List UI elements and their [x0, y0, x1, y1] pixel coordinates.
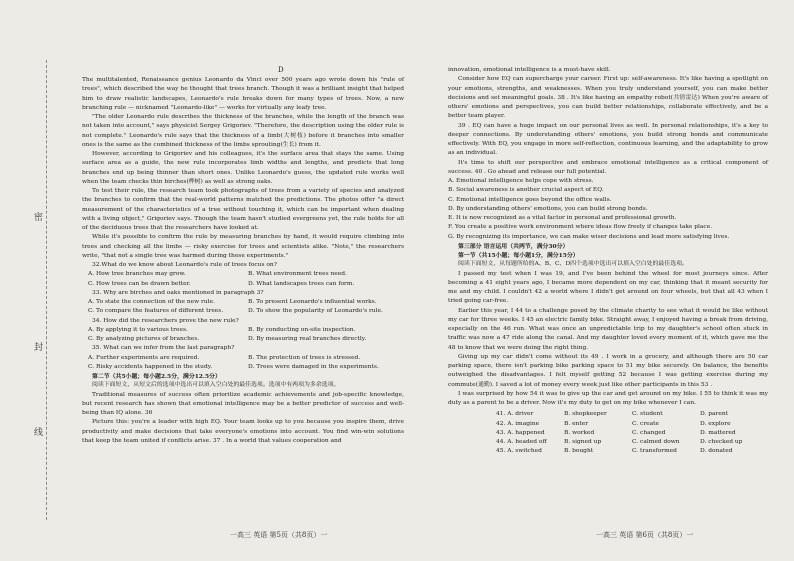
question-32 [82, 261, 404, 289]
answer-option[interactable]: E. It is now recognized as a vital factor in personal and professional growth. [448, 215, 677, 221]
binding-mark: 封 [34, 343, 44, 353]
cloze-option-row [448, 447, 768, 456]
seven-choice-options [448, 177, 768, 242]
page-footer: 一高三 英语 第6页（共8页）一 [596, 531, 694, 539]
page-footer: 一高三 英语 第5页（共8页）一 [230, 531, 328, 539]
binding-line [32, 60, 47, 520]
answer-option[interactable]: C. To compare the features of different trees. [88, 308, 224, 315]
answer-option[interactable]: C. changed [632, 429, 666, 436]
answer-option[interactable]: C. transformed [632, 448, 677, 455]
answer-option[interactable]: C. create [632, 420, 660, 427]
section-instructions: 阅读下面短文，从每题所给的A、B、C、D四个选项中选出可以填入空白处的最佳选项。 [458, 261, 688, 268]
answer-option[interactable]: 42. A. imagine [496, 420, 540, 427]
answer-option[interactable]: A. By applying it to various trees. [88, 326, 188, 333]
answer-option[interactable]: B. The protection of trees is stressed. [248, 354, 361, 361]
question-stem: 34. How did the researchers prove the new rule? [92, 317, 239, 324]
answer-option[interactable]: B. signed up [564, 439, 602, 445]
answer-option[interactable]: C. By analyzing pictures of branches. [88, 336, 200, 342]
answer-option[interactable]: G. By recognizing its importance, we can make wiser decisions and lead more satisfying lives. [448, 233, 730, 240]
answer-option[interactable]: 45. A. switched [496, 448, 542, 455]
answer-option[interactable]: A. To state the connection of the new rule. [88, 299, 215, 305]
answer-option[interactable]: 41. A. driver [496, 411, 534, 418]
passage-paragraph: While it's possible to confirm the rule by measuring branches by hand, it would require climbing into trees and checking all the limbs — risky exercise for trees and scientists alike. "Note," the researchers write, "that not a single tree was harmed during these experiments." [82, 234, 404, 259]
cloze-paragraph: Earlier this year, I 44 to a challenge posed by the climate charity to see what it would be like without my car for three weeks. I 45 an electric family bike. Straight away, I enjoyed having a break from driving, especially on the 46 run. What was once an unpredictable trip to my daughter's school often stuck in traffic was now a 47 ride along the canal. And my daughter loved every moment of it, which gave me the 48 to know that we were doing the right thing. [448, 307, 768, 351]
answer-option[interactable]: B. Social awareness is another crucial aspect of EQ. [448, 187, 604, 194]
right-column [448, 66, 768, 457]
section-heading: 第一节（共15小题；每小题1分，满分15分） [458, 252, 579, 259]
cloze-paragraph: Giving up my car didn't come without its 49 . I work in a grocery, and although there are 50 car parking space, there isn't parking bike parking space to 51 my bike securely. On balance, the benefits outweighed the disadvantages. I felt myself getting 52 because I was getting exercise during my commute(通勤). I saved a lot of money every week just like other participants in this 53 . [448, 353, 768, 388]
answer-option[interactable]: F. You create a positive work environment where ideas flow freely if changes take place. [448, 224, 713, 231]
answer-option[interactable]: D. donated [700, 448, 733, 455]
answer-option[interactable]: D. checked up [700, 439, 743, 445]
answer-option[interactable]: B. By conducting on-site inspection. [248, 326, 356, 333]
passage-paragraph: 39 . EQ can have a huge impact on our personal lives as well. In personal relationships, it's a key to deeper connections. By understanding others' emotions, you build strong bonds and communicate effectively. With EQ, you engage in more self-reflection, continuous learning, and the adaptability to grow as an individual. [448, 122, 768, 157]
passage-paragraph: Consider how EQ can supercharge your career. First up: self-awareness. It's like having a spotlight on your emotions, strengths, and weaknesses. When you truly understand yourself, you can make better decisions and set meaningful goals. 38 . It's like having an empathy robot(共情雷达) When you're aware of others' emotions and perspectives, you can build better relationships, collaborate effectively, and be a better team player. [448, 76, 768, 120]
passage-paragraph: "The older Leonardo rule describes the thickness of the branches, while the length of the branch was not taken into account," says physicist Sergey Grigoriev. "Therefore, the description using the older rule is not complete." Leonardo's rule says that the thickness of a limb(大树枝) before it branches into smaller ones is the same as the combined thickness of the limbs sprouting(生长) from it. [82, 114, 404, 148]
answer-option[interactable]: B. What environment trees need. [248, 271, 347, 278]
answer-option[interactable]: D. Trees were damaged in the experiments. [248, 363, 379, 370]
cloze-paragraph: I was surprised by how 54 it was to give up the car and get around on my bike. I 55 to think it was my duty as a parent to be a driver. Now it's my duty to get on my bike whenever I can. [448, 390, 768, 406]
answer-option[interactable]: C. student [632, 411, 663, 418]
answer-option[interactable]: C. Emotional intelligence goes beyond the office walls. [448, 196, 612, 203]
answer-option[interactable]: B. bought [564, 448, 594, 455]
question-stem: 32.What do we know about Leonardo's rule of trees focus on? [92, 262, 277, 268]
answer-option[interactable]: D. To show the popularity of Leonardo's rule. [248, 308, 383, 315]
answer-option[interactable]: B. worked [564, 429, 595, 436]
answer-option[interactable]: D. explore [700, 420, 731, 427]
answer-option[interactable]: C. Risky accidents happened in the study. [88, 363, 213, 370]
passage-paragraph: However, according to Grigoriev and his colleagues, it's the surface area that stays the same. Using surface area as a guide, the new rule incorporates limb widths and lengths, and predicts that long branches end up being thinner than short ones. Unlike Leonardo's guess, the updated rule works well when the team checks thin birches(桦树) as well as strong oaks. [82, 151, 404, 185]
answer-option[interactable]: A. Emotional intelligence helps cope with stress. [448, 178, 594, 184]
question-34 [82, 317, 404, 345]
answer-option[interactable]: D. By understanding others' emotions, you can build strong bonds. [448, 205, 648, 212]
question-stem: 35. What can we infer from the last paragraph? [92, 345, 235, 352]
cloze-option-row [448, 410, 768, 419]
passage-paragraph: The multitalented, Renaissance genius Leonardo da Vinci over 500 years ago wrote down his "rule of trees", which described the way he thought that trees branch. Though it was a brilliant insight that helped him to draw realistic landscapes, Leonardo's rule breaks down for many types of trees. Now, a new branching rule — nicknamed "Leonardo-like" — works for virtually any leafy tree. [82, 77, 404, 111]
cloze-paragraph: I passed my test when I was 19, and I've been behind the wheel for most journeys since. After becoming a 41 eight years ago, I became more dependent on my car, thinking that it meant security for me and my child. I couldn't 42 a world where I didn't get around on four wheels, but that all 43 when I tried going car-free. [448, 270, 768, 305]
passage-paragraph: Picture this: you're a leader with high EQ. Your team looks up to you because you inspire them, drive productivity and make decisions that take everyone's emotions into account. You find win-win solutions that keep the team united if conflicts arise. 37 . In a world that values cooperation and [82, 419, 404, 444]
passage-paragraph: innovation, emotional intelligence is a must-have skill. [448, 67, 611, 73]
answer-option[interactable]: D. By measuring real branches directly. [248, 336, 367, 342]
cloze-option-row [448, 438, 768, 447]
answer-option[interactable]: C. How trees can be drawn better. [88, 280, 191, 287]
part-heading: 第三部分 语言运用（共两节，满分30分） [458, 242, 569, 250]
passage-paragraph: Traditional measures of success often prioritize academic achievements and job-specific knowledge, but recent research has shown that emotional intelligence may be a better predictor of success and well-being than IQ alone. 36 [82, 391, 404, 416]
answer-option[interactable]: C. calmed down [632, 439, 680, 445]
left-column [82, 66, 404, 446]
answer-option[interactable]: A. How tree branches may grow. [88, 271, 186, 278]
passage-paragraph: It's time to shift our perspective and embrace emotional intelligence as a critical component of success. 40 . Go ahead and release our full potential. [448, 159, 768, 175]
passage-letter: D [278, 66, 284, 74]
answer-option[interactable]: B. enter [564, 420, 589, 427]
section-instructions: 阅读下面短文，从短文后的选项中选出可以填入空白处的最佳选项。选项中有两项为多余选项。 [92, 382, 340, 389]
binding-mark: 线 [34, 428, 44, 438]
answer-option[interactable]: B. To present Leonardo's influential works. [248, 299, 377, 305]
binding-mark: 密 [34, 213, 44, 223]
cloze-option-row [448, 420, 768, 429]
cloze-options [448, 410, 768, 456]
question-35 [82, 344, 404, 372]
section-heading: 第二节（共5小题；每小题2.5分，满分12.5分） [92, 373, 221, 380]
answer-option[interactable]: B. shopkeeper [564, 411, 607, 418]
answer-option[interactable]: D. What landscapes trees can form. [248, 280, 355, 287]
answer-option[interactable]: D. parent [700, 411, 729, 418]
passage-paragraph: To test their rule, the research team took photographs of trees from a variety of species and analyzed the branches to confirm that the real-world patterns matched the predictions. The photos offer "a direct measurement of the characteristics of a tree without touching it, which can be important when dealing with a living object," Grigoriev says. Though the team hasn't studied evergreens yet, the rule holds for all of the deciduous trees that the researchers have looked at. [82, 188, 404, 231]
answer-option[interactable]: A. Further experiments are required. [88, 354, 200, 361]
answer-option[interactable]: 44. A. headed off [496, 439, 547, 445]
answer-option[interactable]: 43. A. happened [496, 429, 545, 436]
question-stem: 33. Why are birches and oaks mentioned in paragraph 3? [92, 289, 264, 296]
question-33 [82, 289, 404, 317]
answer-option[interactable]: D. mattered [700, 429, 736, 436]
cloze-option-row [448, 429, 768, 438]
